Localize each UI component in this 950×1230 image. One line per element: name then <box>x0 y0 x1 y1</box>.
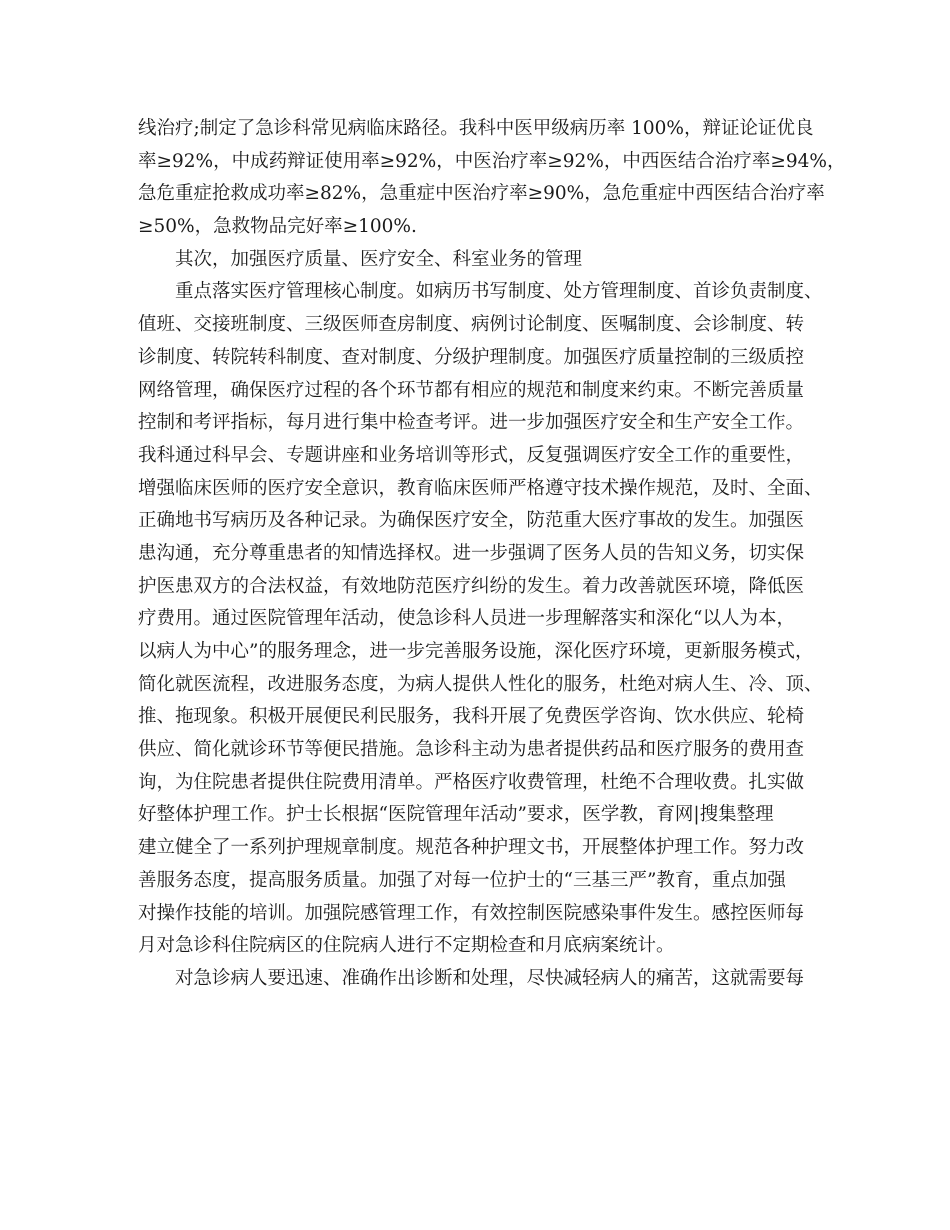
text-line: 对操作技能的培训。加强院感管理工作，有效控制医院感染事件发生。感控医师每 <box>138 902 805 924</box>
paragraph-start: 重点落实医疗管理核心制度。如病历书写制度、处方管理制度、首诊负责制度、 <box>175 281 823 303</box>
text-line: 护医患双方的合法权益，有效地防范医疗纠纷的发生。着力改善就医环境，降低医 <box>138 575 805 597</box>
text-line: 诊制度、转院转科制度、查对制度、分级护理制度。加强医疗质量控制的三级质控 <box>138 346 805 368</box>
text-line: 询，为住院患者提供住院费用清单。严格医疗收费管理，杜绝不合理收费。扎实做 <box>138 771 805 793</box>
text-line: ≥50%，急救物品完好率≥100%. <box>138 216 417 238</box>
text-line: 正确地书写病历及各种记录。为确保医疗安全，防范重大医疗事故的发生。加强医 <box>138 510 805 532</box>
text-line: 我科通过科早会、专题讲座和业务培训等形式，反复强调医疗安全工作的重要性， <box>138 444 805 466</box>
text-line: 疗费用。通过医院管理年活动，使急诊科人员进一步理解落实和深化“以人为本， <box>138 608 795 630</box>
text-line: 简化就医流程，改进服务态度，为病人提供人性化的服务，杜绝对病人生、冷、顶、 <box>138 673 823 695</box>
text-line: 网络管理，确保医疗过程的各个环节都有相应的规范和制度来约束。不断完善质量 <box>138 379 805 401</box>
text-line: 患沟通，充分尊重患者的知情选择权。进一步强调了医务人员的告知义务，切实保 <box>138 542 805 564</box>
text-line: 善服务态度，提高服务质量。加强了对每一位护士的“三基三严”教育，重点加强 <box>138 869 786 891</box>
document-body <box>138 113 846 996</box>
text-line: 率≥92%，中成药辩证使用率≥92%，中医治疗率≥92%，中西医结合治疗率≥94%， <box>138 150 846 172</box>
text-line: 好整体护理工作。护士长根据“医院管理年活动”要求，医学教，育网|搜集整理 <box>138 804 774 826</box>
text-line: 供应、简化就诊环节等便民措施。急诊科主动为患者提供药品和医疗服务的费用查 <box>138 739 805 761</box>
text-line: 建立健全了一系列护理规章制度。规范各种护理文书，开展整体护理工作。努力改 <box>138 837 805 859</box>
text-line: 值班、交接班制度、三级医师查房制度、病例讨论制度、医嘱制度、会诊制度、转 <box>138 314 805 336</box>
text-line: 推、拖现象。积极开展便民利民服务，我科开展了免费医学咨询、饮水供应、轮椅 <box>138 706 805 728</box>
paragraph-start: 对急诊病人要迅速、准确作出诊断和处理，尽快减轻病人的痛苦，这就需要每 <box>175 967 805 989</box>
text-line: 线治疗;制定了急诊科常见病临床路径。我科中医甲级病历率 100%，辩证论证优良 <box>138 118 814 139</box>
text-line: 急危重症抢救成功率≥82%，急重症中医治疗率≥90%，急危重症中西医结合治疗率 <box>138 183 825 205</box>
text-line: 控制和考评指标，每月进行集中检查考评。进一步加强医疗安全和生产安全工作。 <box>138 412 805 434</box>
text-line: 月对急诊科住院病区的住院病人进行不定期检查和月底病案统计。 <box>138 935 675 957</box>
section-heading: 其次，加强医疗质量、医疗安全、科室业务的管理 <box>175 248 583 270</box>
text-line: 增强临床医师的医疗安全意识，教育临床医师严格遵守技术操作规范，及时、全面、 <box>138 477 823 499</box>
text-line: 以病人为中心”的服务理念，进一步完善服务设施，深化医疗环境，更新服务模式， <box>138 641 814 662</box>
